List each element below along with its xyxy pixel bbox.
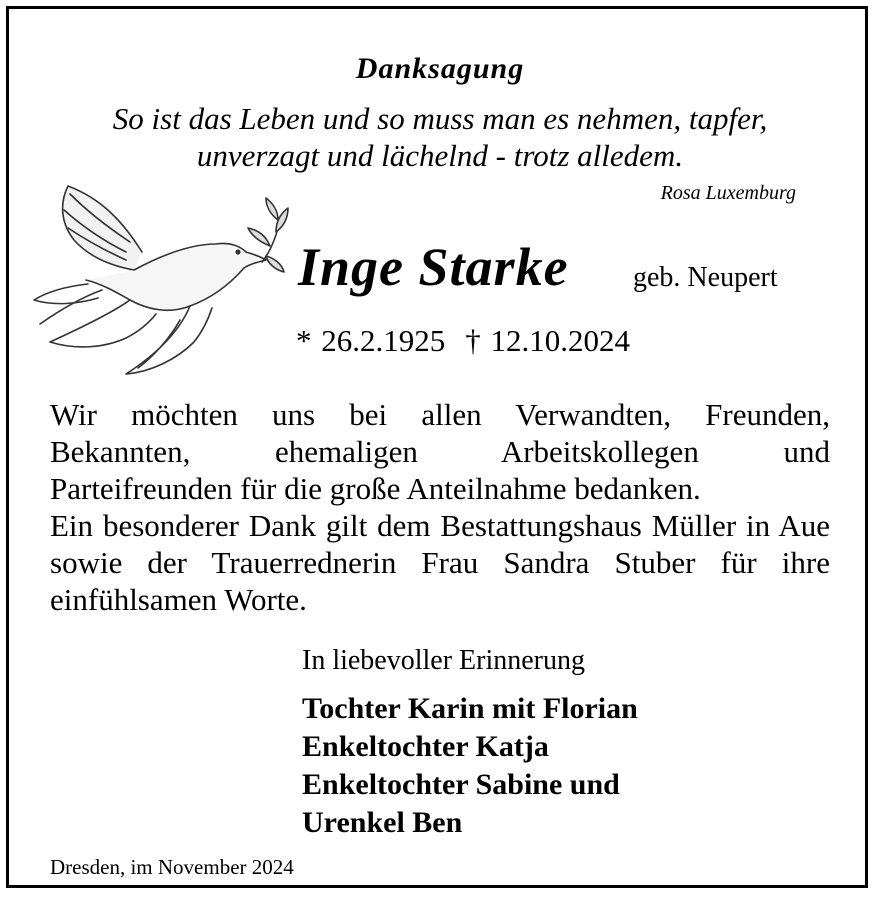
family-member: Urenkel Ben [302,806,463,839]
family-signatures [302,690,638,842]
birth-date: * 26.2.1925 [296,323,446,358]
maiden-name: geb. Neupert [633,262,778,293]
place-date: Dresden, im November 2024 [50,855,294,879]
quote [0,100,880,174]
family-member: Enkeltochter Katja [302,730,549,763]
family-member: Tochter Karin mit Florian [302,692,638,725]
thanks-paragraph: Ein besonderer Dank gilt dem Bestattungshaus Müller in Aue sowie der Trauerrednerin Frau Sandra Stuber für ihre einfühlsamen Worte. [50,508,830,617]
family-member: Enkeltochter Sabine und [302,768,620,801]
thanks-line: Parteifreunden für die große Anteilnahme bedanken. [50,471,701,506]
closing-line: In liebevoller Erinnerung [302,645,586,676]
life-dates [296,323,630,359]
quote-line: unverzagt und lächelnd - trotz alledem. [196,138,684,173]
thanks-line: Bekannten, ehemaligen Arbeitskollegen und [50,434,830,469]
quote-author: Rosa Luxemburg [660,182,796,204]
dove-with-olive-branch-icon [30,180,290,380]
death-date: † 12.10.2024 [465,323,630,358]
deceased-name: Inge Starke [298,237,569,297]
thanks-line: Wir möchten uns bei allen Verwandten, Freunden, [50,397,830,432]
thanks-text [50,396,830,618]
quote-line: So ist das Leben und so muss man es nehmen, tapfer, [112,101,768,136]
notice-heading: Danksagung [355,52,525,85]
